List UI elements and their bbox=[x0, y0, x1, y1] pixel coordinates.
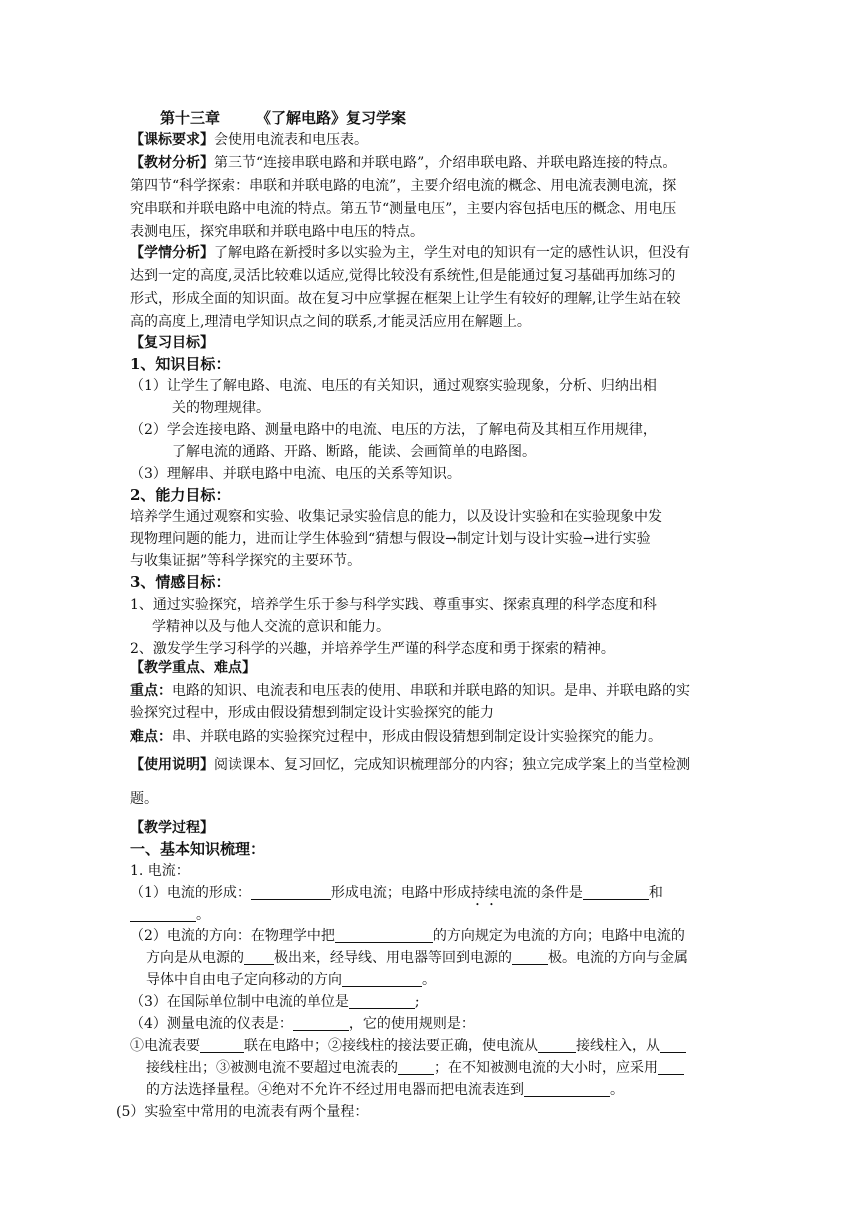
knowledge-item-2-cont: 了解电流的通路、开路、断路，能读、会画简单的电路图。 bbox=[172, 444, 536, 460]
q3-blank[interactable] bbox=[349, 993, 415, 1009]
question-2-line-1 bbox=[130, 926, 740, 946]
q4-text-a: （4）测量电流的仪表是： bbox=[130, 1016, 293, 1032]
students-line-3: 形式，形成全面的知识面。故在复习中应掌握在框架上让学生有较好的理解,让学生站在较 bbox=[130, 291, 681, 307]
q1-text-c: 电流的条件是 bbox=[498, 885, 583, 901]
q1-text-e: 。 bbox=[196, 907, 210, 923]
current-heading: 1. 电流： bbox=[130, 863, 190, 879]
usage-line-2: 题。 bbox=[130, 791, 158, 807]
rules-blank-3[interactable] bbox=[660, 1037, 686, 1053]
standard-text: 会使用电流表和电压表。 bbox=[214, 132, 368, 148]
analysis-tag: 【教材分析】 bbox=[130, 155, 214, 171]
rules-line-3 bbox=[146, 1080, 756, 1100]
knowledge-item-1: （1）让学生了解电路、电流、电压的有关知识，通过观察实验现象，分析、归纳出相 bbox=[130, 378, 657, 394]
ability-line-1: 培养学生通过观察和实验、收集记录实验信息的能力，以及设计实验和在实验现象中发 bbox=[130, 509, 662, 525]
q2-text-f: 导体中自由电子定向移动的方向 bbox=[146, 972, 342, 988]
q2-blank-1[interactable] bbox=[335, 927, 433, 943]
q1-text-d: 和 bbox=[648, 885, 663, 901]
q2-text-e: 极。电流的方向与金属 bbox=[548, 950, 688, 966]
difficulty-text: 串、并联电路的实验探究过程中，形成由假设猜想到制定设计实验探究的能力。 bbox=[172, 729, 662, 745]
ability-heading: 2、能力目标： bbox=[130, 486, 231, 504]
question-4-line bbox=[130, 1014, 740, 1034]
analysis-line-1 bbox=[130, 153, 740, 173]
q1-text-b: 形成电流；电路中形成 bbox=[330, 885, 471, 901]
question-2-line-2 bbox=[146, 948, 756, 968]
emotion-heading: 3、情感目标： bbox=[130, 573, 231, 591]
knowledge-item-1-cont: 关的物理规律。 bbox=[172, 400, 270, 416]
rules-text-c: 接线柱入，从 bbox=[576, 1038, 660, 1054]
q1-blank-1[interactable] bbox=[251, 884, 331, 900]
rules-text-g: 。 bbox=[610, 1082, 624, 1098]
q2-text-g: 。 bbox=[422, 972, 436, 988]
key-line-2: 验探究过程中，形成由假设猜想到制定设计实验探究的能力 bbox=[130, 705, 494, 721]
usage-text-1: 阅读课本、复习回忆，完成知识梳理部分的内容；独立完成学案上的当堂检测 bbox=[214, 757, 690, 773]
chapter-label: 第十三章 bbox=[160, 109, 221, 127]
chapter-name: 《了解电路》复习学案 bbox=[256, 109, 407, 127]
knowledge-heading: 1、知识目标： bbox=[130, 355, 231, 373]
difficulty-tag: 难点： bbox=[130, 729, 172, 745]
q2-text-b: 的方向规定为电流的方向；电路中电流的 bbox=[432, 928, 685, 944]
analysis-line-3: 究串联和并联电路中电流的特点。第五节“测量电压”，主要内容包括电压的概念、用电压 bbox=[130, 201, 677, 217]
rules-text-d: 接线柱出；③被测电流不要超过电流表的 bbox=[146, 1060, 398, 1076]
analysis-line-4: 表测电压，探究串联和并联电路中电压的特点。 bbox=[130, 224, 424, 240]
process-tag: 【教学过程】 bbox=[130, 820, 214, 836]
rules-blank-5[interactable] bbox=[658, 1059, 684, 1075]
analysis-text-1: 第三节“连接串联电路和并联电路”，介绍串联电路、并联电路连接的特点。 bbox=[214, 155, 677, 171]
emotion-item-1-cont: 学精神以及与他人交流的意识和能力。 bbox=[152, 619, 390, 635]
question-1-line-2 bbox=[130, 905, 740, 925]
question-3-line bbox=[130, 992, 740, 1012]
q2-text-c: 方向是从电源的 bbox=[146, 950, 244, 966]
key-text-1: 电路的知识、电流表和电压表的使用、串联和并联电路的知识。是串、并联电路的实 bbox=[172, 683, 690, 699]
q3-text-a: （3）在国际单位制中电流的单位是 bbox=[130, 994, 349, 1010]
q2-text-a: （2）电流的方向：在物理学中把 bbox=[130, 928, 335, 944]
usage-line-1 bbox=[130, 755, 740, 775]
emotion-item-2: 2、激发学生学习科学的兴趣，并培养学生严谨的科学态度和勇于探索的精神。 bbox=[130, 641, 615, 657]
students-tag: 【学情分析】 bbox=[130, 245, 214, 261]
ability-line-3: 与收集证据”等科学探究的主要环节。 bbox=[130, 553, 362, 569]
standard-line bbox=[130, 130, 740, 150]
rules-line-2 bbox=[146, 1058, 756, 1078]
key-tag: 重点： bbox=[130, 683, 172, 699]
ability-line-2: 现物理问题的能力，进而让学生体验到“猜想与假设→制定计划与设计实验→进行实验 bbox=[130, 531, 651, 547]
knowledge-item-2: （2）学会连接电路、测量电路中的电流、电压的方法，了解电荷及其相互作用规律， bbox=[130, 422, 657, 438]
students-line-4: 高的高度上,理清电学知识点之间的联系,才能灵活应用在解题上。 bbox=[130, 314, 531, 330]
q4-blank[interactable] bbox=[293, 1015, 349, 1031]
rules-blank-1[interactable] bbox=[200, 1037, 244, 1053]
standard-tag: 【课标要求】 bbox=[130, 132, 214, 148]
rules-text-b: 联在电路中；②接线柱的接法要正确，使电流从 bbox=[244, 1038, 538, 1054]
page-title bbox=[160, 108, 770, 128]
question-2-line-3 bbox=[146, 970, 756, 990]
goals-tag: 【复习目标】 bbox=[130, 335, 214, 351]
question-5-line: (5）实验室中常用的电流表有两个量程： bbox=[116, 1104, 369, 1120]
rules-text-f: 的方法选择量程。④绝对不允许不经过用电器而把电流表连到 bbox=[146, 1082, 524, 1098]
rules-text-a: ①电流表要 bbox=[130, 1038, 200, 1054]
students-line-2: 达到一定的高度,灵活比较难以适应,觉得比较没有系统性,但是能通过复习基础再加练习的 bbox=[130, 268, 676, 284]
rules-blank-4[interactable] bbox=[398, 1059, 434, 1075]
q2-blank-4[interactable] bbox=[342, 971, 422, 987]
q4-text-b: ，它的使用规则是： bbox=[348, 1016, 475, 1032]
knowledge-item-3: （3）理解串、并联电路中电流、电压的关系等知识。 bbox=[130, 466, 461, 482]
q1-blank-2[interactable] bbox=[583, 884, 649, 900]
q3-text-b: ; bbox=[414, 994, 420, 1010]
rules-blank-6[interactable] bbox=[524, 1081, 610, 1097]
key-line-1 bbox=[130, 681, 740, 701]
q2-text-d: 极出来，经导线、用电器等回到电源的 bbox=[274, 950, 512, 966]
q1-blank-3[interactable] bbox=[130, 906, 196, 922]
students-text-1: 了解电路在新授时多以实验为主，学生对电的知识有一定的感性认识，但没有 bbox=[214, 245, 690, 261]
analysis-line-2: 第四节“科学探索：串联和并联电路的电流”，主要介绍电流的概念、用电流表测电流，探 bbox=[130, 178, 677, 194]
difficulty-line bbox=[130, 727, 740, 747]
rules-line-1 bbox=[130, 1036, 740, 1056]
usage-tag: 【使用说明】 bbox=[130, 757, 214, 773]
emotion-item-1: 1、通过实验探究，培养学生乐于参与科学实践、尊重事实、探索真理的科学态度和科 bbox=[130, 597, 657, 613]
focus-tag: 【教学重点、难点】 bbox=[130, 660, 256, 676]
rules-blank-2[interactable] bbox=[538, 1037, 576, 1053]
q1-emphasis: 持续 bbox=[470, 885, 499, 901]
q2-blank-3[interactable] bbox=[512, 949, 548, 965]
students-line-1 bbox=[130, 243, 740, 263]
q2-blank-2[interactable] bbox=[244, 949, 274, 965]
q1-text-a: （1）电流的形成： bbox=[130, 885, 251, 901]
section-heading: 一、基本知识梳理： bbox=[130, 840, 266, 858]
rules-text-e: ；在不知被测电流的大小时，应采用 bbox=[434, 1060, 658, 1076]
